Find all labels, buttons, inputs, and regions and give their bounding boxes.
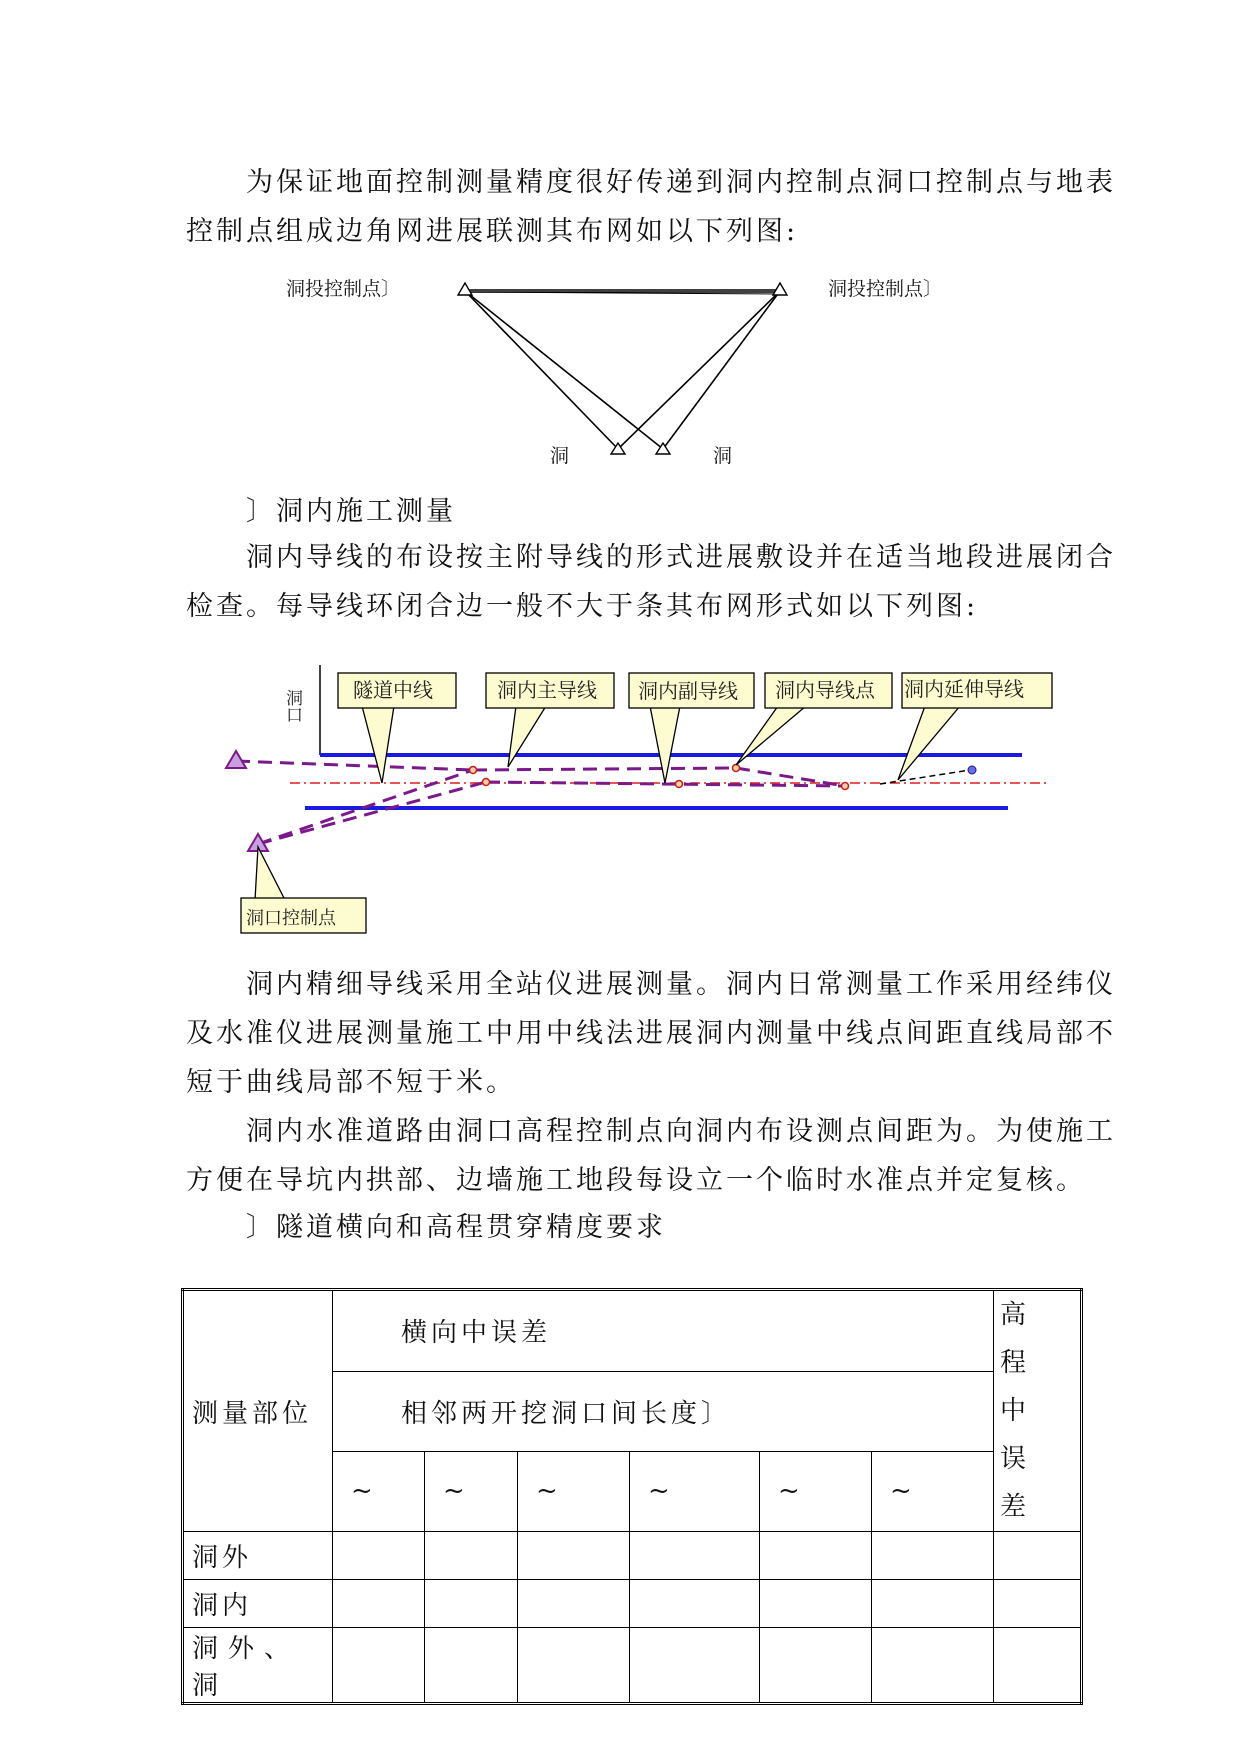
portal-label: 洞 <box>713 445 733 467</box>
intro-paragraph <box>186 158 1116 256</box>
breakthrough-accuracy-table <box>181 1288 1083 1705</box>
traverse-point-icon <box>470 767 477 774</box>
callout-label: 隧道中线 <box>353 678 433 702</box>
callout-label: 洞口控制点 <box>246 908 336 929</box>
text-line: 为保证地面控制测量精度很好传递到洞内控制点洞口控制点与地表 <box>246 167 1116 198</box>
portal-label: 洞 <box>550 445 570 467</box>
range-cell: ~ <box>518 1451 630 1531</box>
range-cell: ~ <box>333 1451 425 1531</box>
text-line: 方便在导坑内拱部、边墙施工地段每设立一个临时水准点并定复核。 <box>186 1165 1086 1196</box>
callout-label: 洞内主导线 <box>497 678 597 702</box>
control-point-label: 洞投控制点〕 <box>828 278 943 300</box>
header-portal-length <box>333 1371 994 1451</box>
traverse-point-icon <box>483 779 490 786</box>
control-point-label: 洞投控制点〕 <box>286 278 401 300</box>
table-row <box>183 1628 1082 1704</box>
control-network-diagram <box>0 255 1241 485</box>
range-cell: ~ <box>872 1451 994 1531</box>
text-line: 检查。每导线环闭合边一般不大于条其布网形式如以下列图: <box>186 591 979 622</box>
callout-label: 洞内副导线 <box>638 679 738 703</box>
traverse-point-icon <box>676 781 683 788</box>
row-label: 洞外、洞 <box>183 1628 333 1704</box>
leveling-paragraph <box>186 1107 1116 1205</box>
range-cell: ~ <box>425 1451 518 1531</box>
text-line: 控制点组成边角网进展联测其布网如以下列图: <box>186 216 799 247</box>
header-text: 高程中误差 <box>1000 1300 1041 1522</box>
triangle-marker-icon <box>773 283 787 295</box>
text-line: 洞内水准道路由洞口高程控制点向洞内布设测点间距为。为使施工 <box>246 1116 1116 1147</box>
row-label: 洞内 <box>183 1580 333 1628</box>
traverse-paragraph <box>186 533 1116 631</box>
text-line: 及水准仪进展测量施工中用中线法进展洞内测量中线点间距直线局部不 <box>186 1018 1116 1049</box>
header-part: 测量部位 <box>183 1290 333 1532</box>
section-heading: 〕隧道横向和高程贯穿精度要求 <box>246 1212 666 1243</box>
portal-vertical-label: 洞口 <box>282 689 302 723</box>
header-text: 横向中误差 <box>401 1318 552 1349</box>
triangle-marker-icon <box>458 283 472 295</box>
tunnel-traverse-diagram <box>0 655 1241 945</box>
traverse-point-icon <box>968 766 976 774</box>
range-cell: ~ <box>630 1451 760 1531</box>
row-label: 洞外 <box>183 1532 333 1580</box>
header-text: 相邻两开挖洞口间长度〕 <box>401 1398 732 1429</box>
traverse-point-icon <box>733 765 740 772</box>
text-line: 洞内导线的布设按主附导线的形式进展敷设并在适当地段进展闭合 <box>246 542 1116 573</box>
portal-control-icon <box>226 751 246 768</box>
text-line: 洞内精细导线采用全站仪进展测量。洞内日常测量工作采用经纬仪 <box>246 969 1116 1000</box>
header-elevation-error <box>994 1290 1082 1532</box>
callout-label: 洞内导线点 <box>775 678 875 702</box>
table-row <box>183 1532 1082 1580</box>
range-cell: ~ <box>760 1451 872 1531</box>
traverse-point-icon <box>842 783 849 790</box>
section-heading: 〕洞内施工测量 <box>246 496 456 527</box>
text-line: 短于曲线局部不短于米。 <box>186 1067 516 1098</box>
survey-method-paragraph <box>186 960 1116 1107</box>
callout-label: 洞内延伸导线 <box>904 677 1024 701</box>
table-row <box>183 1580 1082 1628</box>
header-lateral-error <box>333 1290 994 1372</box>
